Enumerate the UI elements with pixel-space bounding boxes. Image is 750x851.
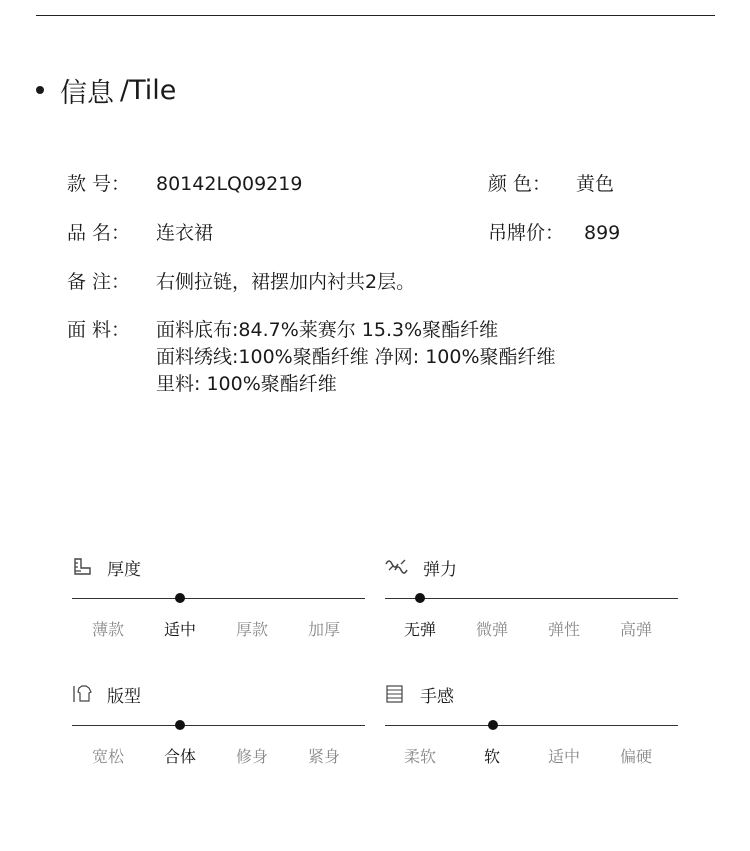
elastic-wave-icon <box>385 557 409 577</box>
hand-feel-header <box>385 682 454 706</box>
note-label: 备 注： <box>67 271 131 293</box>
fit-track <box>72 725 365 726</box>
section-title-en: /Tile <box>120 74 177 106</box>
color-label: 颜 色： <box>488 173 552 195</box>
hand-feel-option: 偏硬 <box>619 747 652 766</box>
note-value: 右侧拉链，裙摆加内衬共2层。 <box>156 271 416 293</box>
fabric-line: 面料绣线:100%聚酯纤维 净网: 100%聚酯纤维 <box>156 346 556 368</box>
thickness-option: 加厚 <box>307 620 340 639</box>
tag-price-value: 899 <box>584 222 621 244</box>
note-row <box>67 269 415 296</box>
elasticity-title: 弹力 <box>423 559 457 580</box>
color-row <box>488 171 614 198</box>
color-value: 黄色 <box>576 173 615 195</box>
shirt-fit-icon <box>72 684 92 704</box>
hand-feel-track <box>385 725 678 726</box>
thickness-title: 厚度 <box>107 559 141 580</box>
fabric-line: 面料底布:84.7%莱赛尔 15.3%聚酯纤维 <box>156 319 499 341</box>
top-divider <box>36 15 715 16</box>
bullet-dot <box>36 86 44 94</box>
fit-option-selected: 合体 <box>163 747 196 766</box>
elasticity-option: 高弹 <box>619 620 652 639</box>
style-number-row <box>67 171 302 198</box>
thickness-option: 薄款 <box>91 620 124 639</box>
elasticity-option: 微弹 <box>475 620 508 639</box>
hand-feel-option: 适中 <box>547 747 580 766</box>
fit-header <box>72 682 141 706</box>
fabric-row <box>67 317 556 398</box>
fit-option: 修身 <box>235 747 268 766</box>
fabric-stack-icon <box>385 684 405 704</box>
fit-option: 宽松 <box>91 747 124 766</box>
thickness-indicator <box>175 593 185 603</box>
section-title-zh: 信息 <box>60 77 114 109</box>
thickness-header <box>72 555 141 579</box>
elasticity-indicator <box>415 593 425 603</box>
fabric-label: 面 料： <box>67 319 131 341</box>
product-name-value: 连衣裙 <box>156 222 214 244</box>
style-number-label: 款 号： <box>67 173 131 195</box>
elasticity-track <box>385 598 678 599</box>
fabric-composition <box>156 317 556 398</box>
style-number-value: 80142LQ09219 <box>156 173 303 195</box>
thickness-track <box>72 598 365 599</box>
fabric-line: 里料: 100%聚酯纤维 <box>156 373 337 395</box>
tag-price-row <box>488 220 620 247</box>
tag-price-label: 吊牌价： <box>488 222 565 244</box>
elasticity-header <box>385 555 457 579</box>
fit-title: 版型 <box>107 686 141 707</box>
fit-option: 紧身 <box>307 747 340 766</box>
thickness-option-selected: 适中 <box>163 620 196 639</box>
fit-indicator <box>175 720 185 730</box>
section-title <box>36 70 176 110</box>
hand-feel-title: 手感 <box>420 686 454 707</box>
hand-feel-indicator <box>488 720 498 730</box>
thickness-icon <box>72 557 92 577</box>
elasticity-option: 弹性 <box>547 620 580 639</box>
product-name-row <box>67 220 213 247</box>
hand-feel-option-selected: 软 <box>483 747 500 766</box>
thickness-option: 厚款 <box>235 620 268 639</box>
product-name-label: 品 名： <box>67 222 131 244</box>
elasticity-option-selected: 无弹 <box>403 620 436 639</box>
hand-feel-option: 柔软 <box>403 747 436 766</box>
